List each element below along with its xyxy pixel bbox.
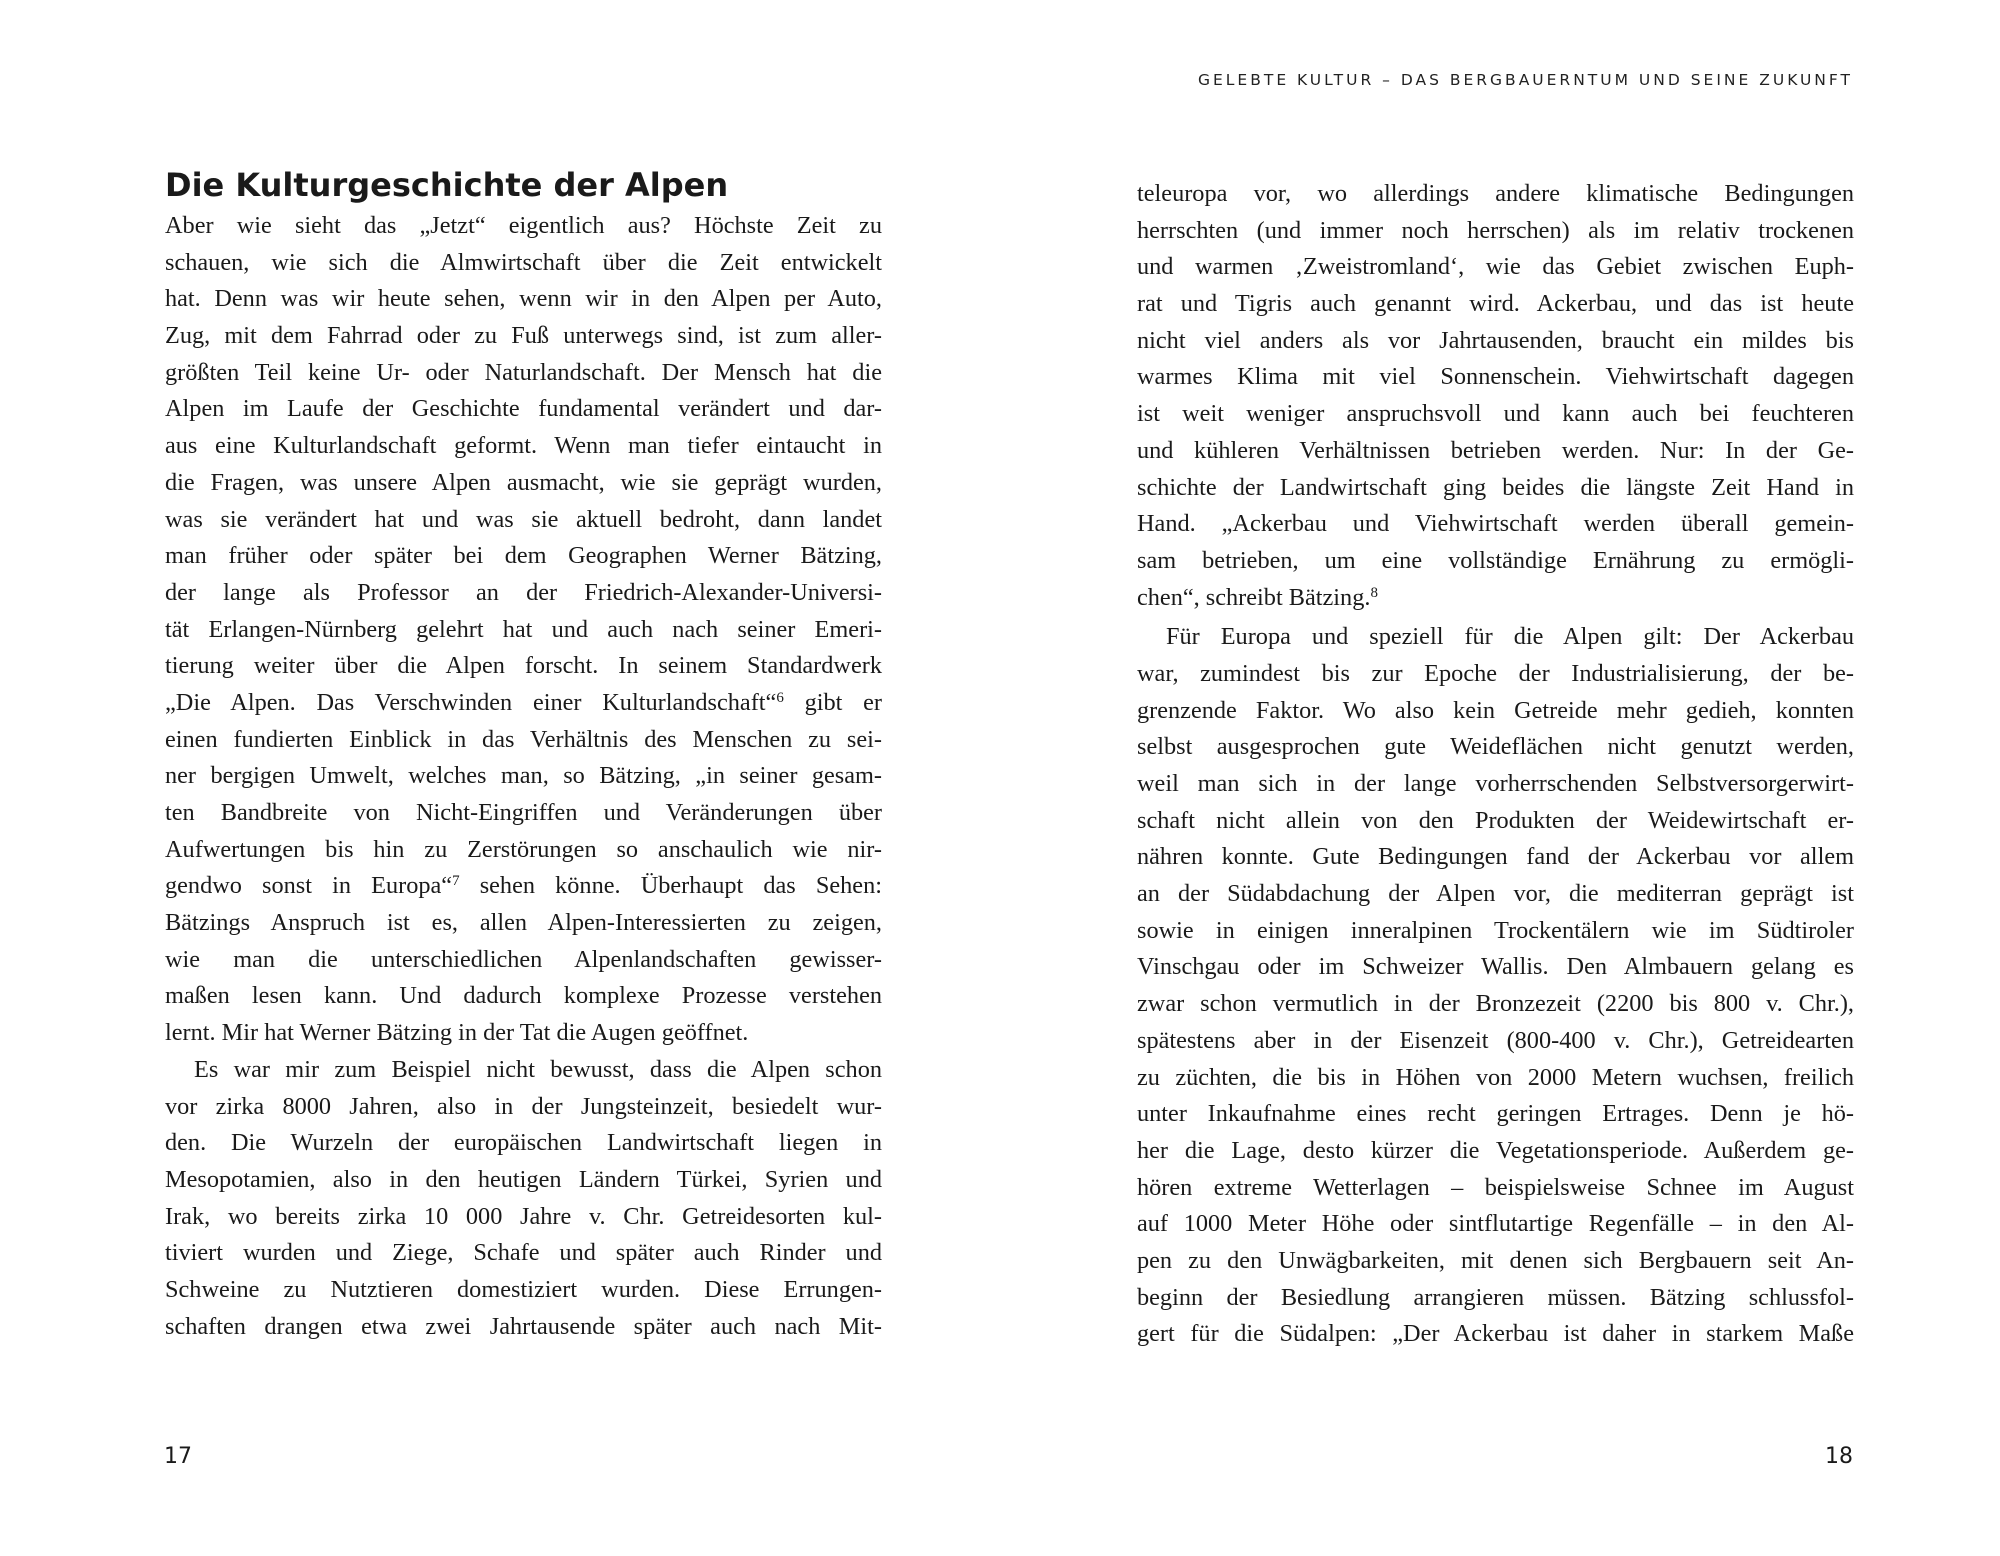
text-line: größten Teil keine Ur- oder Naturlandschaft. Der Mensch hat die <box>165 358 882 386</box>
section-heading: Die Kulturgeschichte der Alpen <box>165 166 729 204</box>
footnote-marker[interactable]: 7 <box>452 873 460 890</box>
text-line: maßen lesen kann. Und dadurch komplexe Prozesse verstehen <box>165 982 882 1010</box>
text-line: die Fragen, was unsere Alpen ausmacht, wie sie geprägt wurden, <box>165 468 882 496</box>
text-line: teleuropa vor, wo allerdings andere klimatische Bedingungen <box>1137 180 1854 207</box>
footnote-marker[interactable]: 8 <box>1370 584 1378 601</box>
text-line: schichte der Landwirtschaft ging beides die längste Zeit Hand in <box>1137 473 1854 501</box>
text-line: zwar schon vermutlich in der Bronzezeit (2200 bis 800 v. Chr.), <box>1137 990 1854 1018</box>
text-line: zu züchten, die bis in Höhen von 2000 Metern wuchsen, freilich <box>1137 1063 1854 1091</box>
text-line: herrschten (und immer noch herrschen) als im relativ trockenen <box>1137 216 1854 244</box>
text-line: Vinschgau oder im Schweizer Wallis. Den Almbauern gelang es <box>1137 953 1854 981</box>
text-line: Es war mir zum Beispiel nicht bewusst, dass die Alpen schon <box>194 1055 882 1083</box>
text-line: der lange als Professor an der Friedrich-Alexander-Universi- <box>165 578 882 606</box>
text-line: beginn der Besiedlung arrangieren müssen. Bätzing schlussfol- <box>1137 1283 1854 1311</box>
text-line: aus eine Kulturlandschaft geformt. Wenn man tiefer eintaucht in <box>165 432 882 460</box>
text-line: und warmen ‚Zweistromland‘, wie das Gebiet zwischen Euph- <box>1137 253 1854 281</box>
right-page-text <box>1137 176 1854 1353</box>
text-line: unter Inkaufnahme eines recht geringen Ertrages. Denn je hö- <box>1137 1100 1854 1128</box>
text-line: vor zirka 8000 Jahren, also in der Jungsteinzeit, besiedelt wur- <box>165 1092 882 1120</box>
text-line: hat. Denn was wir heute sehen, wenn wir in den Alpen per Auto, <box>165 285 882 313</box>
text-line: war, zumindest bis zur Epoche der Industrialisierung, der be- <box>1137 659 1854 687</box>
footnote-marker[interactable]: 6 <box>776 689 784 706</box>
text-line: chen“, schreibt Bätzing.$^8$ <box>1137 583 1378 611</box>
text-line: nähren konnte. Gute Bedingungen fand der Ackerbau vor allem <box>1137 843 1854 871</box>
page-number-right: 18 <box>1825 1444 1853 1469</box>
text-line: gendwo sonst in Europa“$^7$ sehen könne. Überhaupt das Sehen: <box>165 872 882 900</box>
text-line: spätestens aber in der Eisenzeit (800-400 v. Chr.), Getreidearten <box>1137 1026 1854 1054</box>
text-line: tät Erlangen-Nürnberg gelehrt hat und auch nach seiner Emeri- <box>165 615 882 643</box>
text-line: sam betrieben, um eine vollständige Ernährung zu ermögli- <box>1137 546 1854 574</box>
text-line: Schweine zu Nutztieren domestiziert wurden. Diese Errungen- <box>165 1275 882 1303</box>
text-line: tierung weiter über die Alpen forscht. In seinem Standardwerk <box>165 652 882 680</box>
text-line: schaften drangen etwa zwei Jahrtausende später auch nach Mit- <box>165 1312 882 1340</box>
text-line: an der Südabdachung der Alpen vor, die mediterran geprägt ist <box>1137 880 1854 908</box>
text-line: Irak, wo bereits zirka 10 000 Jahre v. Chr. Getreidesorten kul- <box>165 1202 882 1230</box>
text-line: wie man die unterschiedlichen Alpenlandschaften gewisser- <box>165 945 882 973</box>
text-line: hören extreme Wetterlagen – beispielsweise Schnee im August <box>1137 1173 1854 1201</box>
text-line: gert für die Südalpen: „Der Ackerbau ist daher in starkem Maße <box>1137 1320 1854 1348</box>
text-line: ner bergigen Umwelt, welches man, so Bätzing, „in seiner gesam- <box>165 762 882 790</box>
text-line: Alpen im Laufe der Geschichte fundamental verändert und dar- <box>165 395 882 423</box>
text-line: Zug, mit dem Fahrrad oder zu Fuß unterwegs sind, ist zum aller- <box>165 322 882 350</box>
text-line: Mesopotamien, also in den heutigen Ländern Türkei, Syrien und <box>165 1165 882 1193</box>
text-line: tiviert wurden und Ziege, Schafe und später auch Rinder und <box>165 1239 882 1267</box>
text-line: schauen, wie sich die Almwirtschaft über die Zeit entwickelt <box>165 248 882 276</box>
left-page-text <box>165 208 882 1345</box>
text-line: ist weit weniger anspruchsvoll und kann auch bei feuchteren <box>1137 400 1854 428</box>
text-line: Hand. „Ackerbau und Viehwirtschaft werden überall gemein- <box>1137 510 1854 538</box>
text-line: „Die Alpen. Das Verschwinden einer Kulturlandschaft“$^6$ gibt er <box>165 688 882 716</box>
running-head: GELEBTE KULTUR – DAS BERGBAUERNTUM UND SEINE ZUKUNFT <box>1197 71 1853 89</box>
text-line: auf 1000 Meter Höhe oder sintflutartige Regenfälle – in den Al- <box>1137 1210 1854 1238</box>
right-page-body <box>1137 176 1854 1353</box>
text-line: und kühleren Verhältnissen betrieben werden. Nur: In der Ge- <box>1137 436 1854 464</box>
text-line: ten Bandbreite von Nicht-Eingriffen und Veränderungen über <box>165 799 882 826</box>
text-line: den. Die Wurzeln der europäischen Landwirtschaft liegen in <box>165 1129 882 1157</box>
text-line: Aber wie sieht das „Jetzt“ eigentlich aus? Höchste Zeit zu <box>165 212 882 239</box>
text-line: nicht viel anders als vor Jahrtausenden, braucht ein mildes bis <box>1137 326 1854 354</box>
text-line: pen zu den Unwägbarkeiten, mit denen sich Bergbauern seit An- <box>1137 1246 1854 1274</box>
left-page-body <box>165 162 882 1345</box>
text-line: Aufwertungen bis hin zu Zerstörungen so anschaulich wie nir- <box>165 835 882 863</box>
text-line: sowie in einigen inneralpinen Trockentälern wie im Südtiroler <box>1137 916 1854 944</box>
text-line: rat und Tigris auch genannt wird. Ackerbau, und das ist heute <box>1137 290 1854 318</box>
text-line: lernt. Mir hat Werner Bätzing in der Tat die Augen geöffnet. <box>165 1019 749 1047</box>
text-line: her die Lage, desto kürzer die Vegetationsperiode. Außerdem ge- <box>1137 1136 1854 1164</box>
text-line: warmes Klima mit viel Sonnenschein. Viehwirtschaft dagegen <box>1137 363 1854 391</box>
text-line: was sie verändert hat und was sie aktuell bedroht, dann landet <box>165 505 882 533</box>
text-line: schaft nicht allein von den Produkten der Weidewirtschaft er- <box>1137 806 1854 834</box>
text-line: einen fundierten Einblick in das Verhältnis des Menschen zu sei- <box>165 725 882 753</box>
text-line: selbst ausgesprochen gute Weideflächen nicht genutzt werden, <box>1137 733 1854 761</box>
text-line: weil man sich in der lange vorherrschenden Selbstversorgerwirt- <box>1137 770 1854 797</box>
text-line: Für Europa und speziell für die Alpen gilt: Der Ackerbau <box>1166 623 1854 651</box>
page-number-left: 17 <box>164 1444 192 1469</box>
text-line: Bätzings Anspruch ist es, allen Alpen-Interessierten zu zeigen, <box>165 909 882 937</box>
text-line: man früher oder später bei dem Geographen Werner Bätzing, <box>165 542 882 570</box>
text-line: grenzende Faktor. Wo also kein Getreide mehr gedieh, konnten <box>1137 696 1854 724</box>
